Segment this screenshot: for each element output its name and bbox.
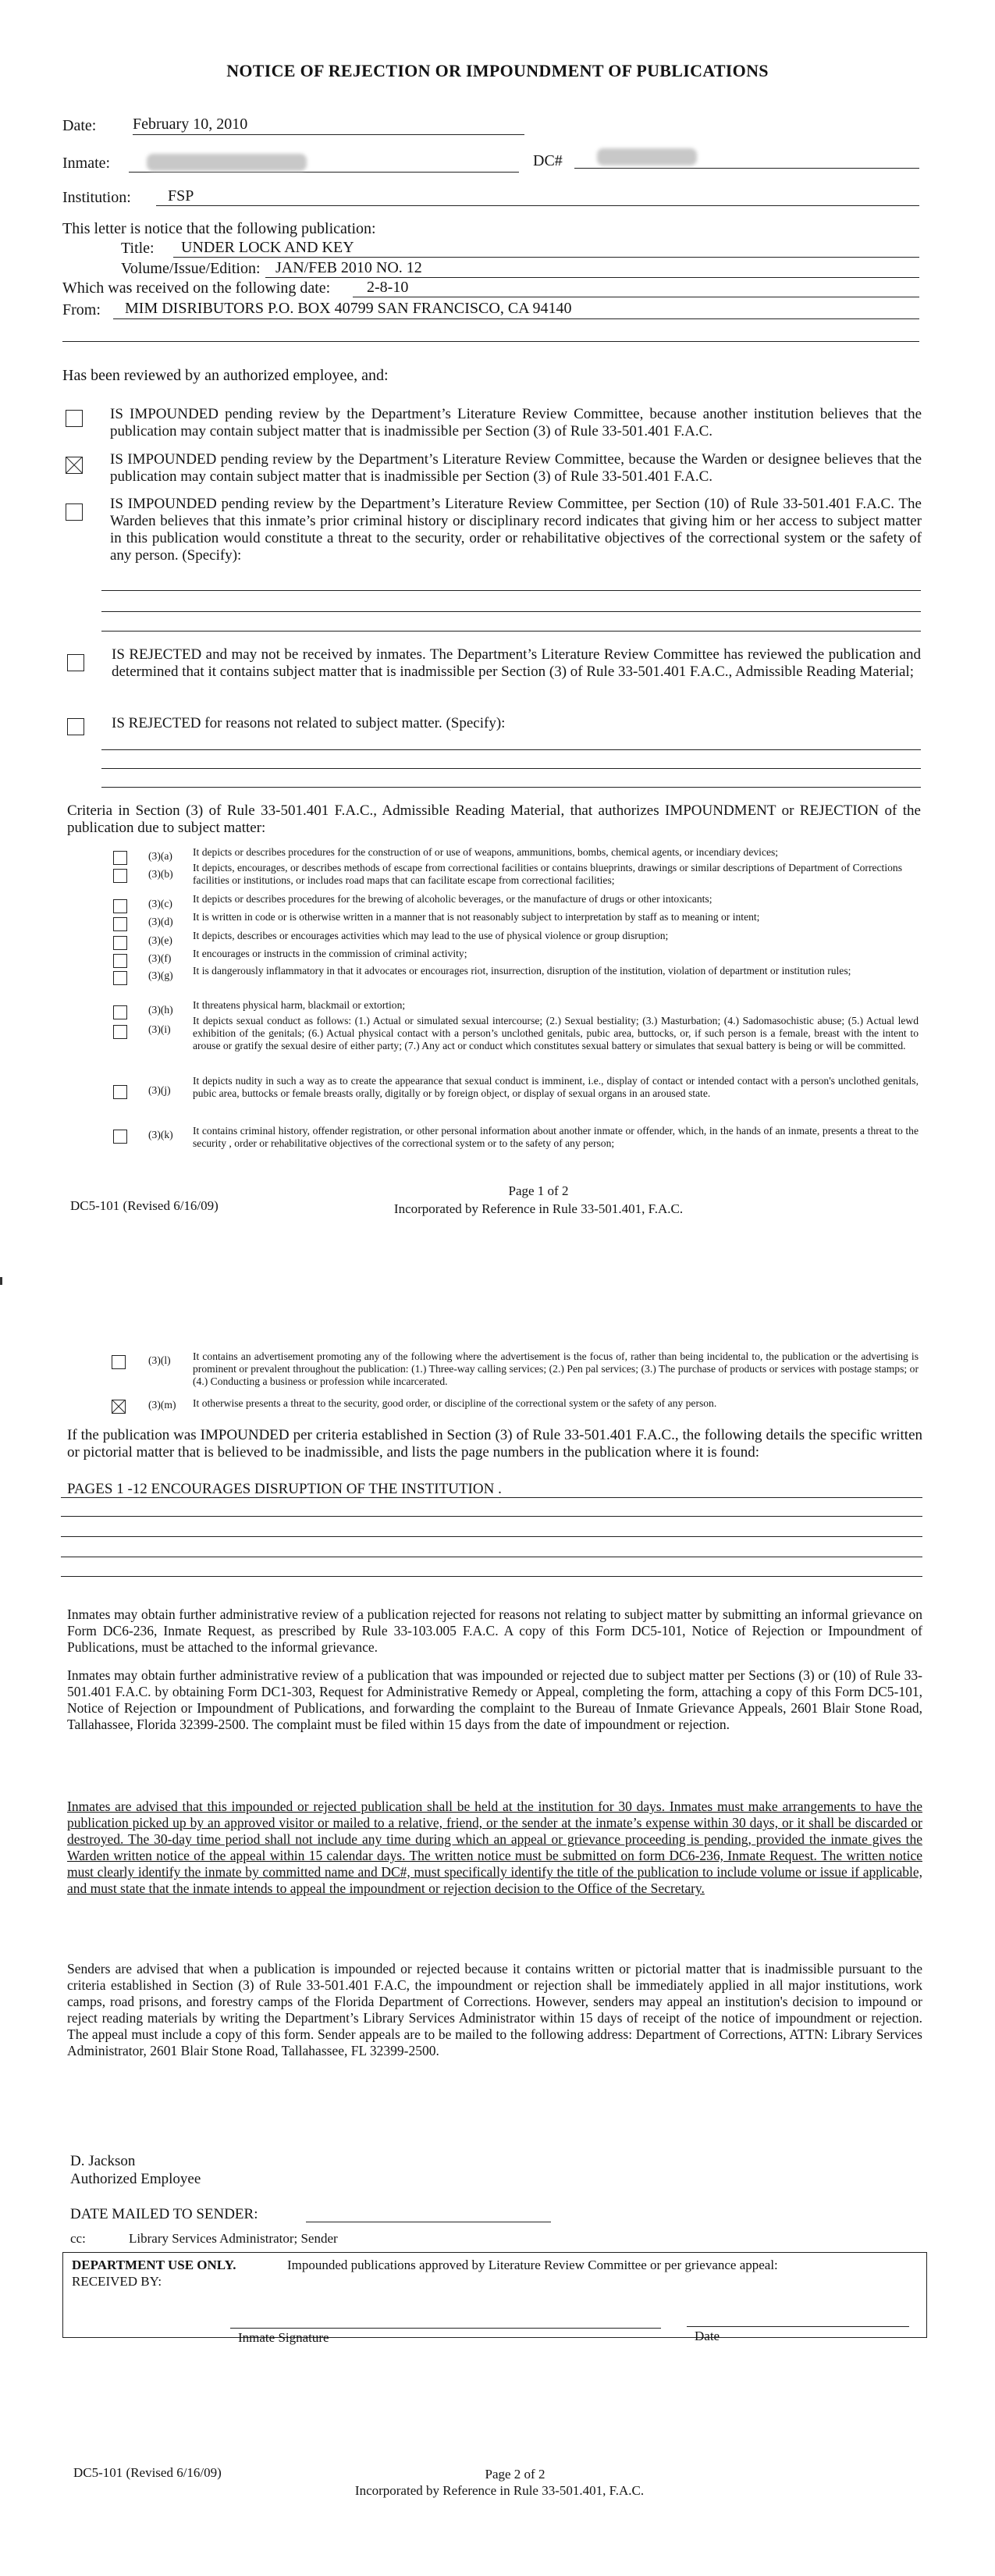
criterion-code-3b: (3)(b) — [148, 868, 173, 880]
option-checkbox-3[interactable] — [66, 503, 83, 521]
criterion-checkbox-3l[interactable] — [112, 1355, 126, 1369]
criterion-checkbox-3b[interactable] — [113, 869, 127, 883]
criterion-checkbox-3e[interactable] — [113, 936, 127, 950]
criterion-checkbox-3i[interactable] — [113, 1025, 127, 1039]
volume-value: JAN/FEB 2010 NO. 12 — [275, 259, 422, 276]
criterion-text-3i: It depicts sexual conduct as follows: (1.) Actual or simulated sexual intercourse; (2.) Sexual bestiality; (3.) Masturbation; (4.) Sadomasochistic abuse; (5.) Actual lewd exhibition of the genitals; (6.) Actual physical contact with a person’s unclothed genitals, pubic area, buttocks, or, if such person is a female, breast with the intent to arouse or gratify the sexual desire of either party; (7.) Any act or conduct which constitutes sexual battery or simulates that sexual battery is being or will be committed. — [193, 1015, 919, 1051]
option-checkbox-1[interactable] — [66, 410, 83, 427]
criterion-code-3c: (3)(c) — [148, 898, 172, 909]
criterion-checkbox-3g[interactable] — [113, 971, 127, 985]
institution-value: FSP — [168, 187, 194, 205]
option-checkbox-5[interactable] — [67, 718, 84, 735]
criterion-checkbox-3j[interactable] — [113, 1085, 127, 1099]
criterion-checkbox-3d[interactable] — [113, 917, 127, 931]
impounded-details-value: PAGES 1 -12 ENCOURAGES DISRUPTION OF THE INSTITUTION . — [67, 1481, 502, 1497]
date-signature-label: Date — [695, 2329, 720, 2343]
footer2-page: Page 2 of 2 — [485, 2467, 545, 2482]
criterion-checkbox-3f[interactable] — [113, 954, 127, 968]
criterion-checkbox-3c[interactable] — [113, 899, 127, 913]
criterion-text-3l: It contains an advertisement promoting any of the following where the advertisement is the focus of, rather than being incidental to, the publication or the advertising is prominent or prevalent throughout the publication: (1.) Three-way calling services; (2.) Pen pal services; (3.) The purchase of products or services with postage stamps; or (4.) Conducting a business or profession while incarcerated. — [193, 1350, 919, 1387]
received-label: Which was received on the following date: — [62, 279, 331, 297]
page-break-mark — [0, 1277, 2, 1285]
criterion-code-3h: (3)(h) — [148, 1004, 173, 1016]
criterion-text-3h: It threatens physical harm, blackmail or extortion; — [193, 999, 406, 1011]
footer2-rule: Incorporated by Reference in Rule 33-501.401, F.A.C. — [354, 2483, 645, 2498]
received-value: 2-8-10 — [367, 279, 409, 296]
para-senders: Senders are advised that when a publication is impounded or rejected because it contains written or pictorial matter that is inadmissible pursuant to the criteria established in Section (3) of Rule 33-501.401 F.A.C, the impoundment or rejection shall be immediately applied in all major institutions, work camps, road prisons, and forestry camps of the Florida Department of Corrections. However, senders may appeal an institution's decision to impound or reject reading materials by writing the Department’s Library Services Administrator within 15 days of receipt of the notice of impoundment or rejection. The appeal must include a copy of this form. Sender appeals are to be mailed to the following address: Department of Corrections, ATTN: Library Services Administrator, 2601 Blair Stone Road, Tallahassee, FL 32399-2500. — [67, 1961, 922, 2058]
criterion-code-3e: (3)(e) — [148, 934, 172, 946]
notice-intro: This letter is notice that the following publication: — [62, 220, 376, 237]
para-formal-grievance: Inmates may obtain further administrative review of a publication that was impounded or rejected due to subject matter per Sections (3) or (10) of Rule 33-501.401 F.A.C. by obtaining Form DC1-303, Request for Administrative Remedy or Appeal, completing the form, attaching a copy of this Form DC5-101, Notice of Rejection or Impoundment of Publications, and forwarding the complaint to the Bureau of Inmate Grievance Appeals, 2601 Blair Stone Road, Tallahassee, Florida 32399-2500. The complaint must be filed within 15 days from the date of impoundment or rejection. — [67, 1667, 922, 1732]
criterion-checkbox-3m[interactable] — [112, 1400, 126, 1414]
pub-title-label: Title: — [121, 240, 155, 257]
dc-label: DC# — [533, 152, 563, 169]
criterion-text-3b: It depicts, encourages, or describes methods of escape from correctional facilities or contains blueprints, drawings or similar descriptions of Department of Corrections facilities or institutions, or includes road maps that can facilitate escape from correctional facilities; — [193, 862, 902, 886]
pub-title-line — [173, 257, 919, 258]
criterion-code-3g: (3)(g) — [148, 970, 173, 981]
criterion-code-3f: (3)(f) — [148, 952, 172, 964]
inmate-label: Inmate: — [62, 155, 111, 172]
criterion-code-3d: (3)(d) — [148, 916, 173, 927]
specify-line-2 — [101, 611, 921, 612]
reject-specify-line-1 — [101, 749, 921, 750]
page-title: NOTICE OF REJECTION OR IMPOUNDMENT OF PUBLICATIONS — [226, 61, 769, 80]
volume-label: Volume/Issue/Edition: — [121, 260, 261, 277]
dc-line — [574, 168, 919, 169]
signer-title: Authorized Employee — [70, 2171, 201, 2187]
criterion-text-3g: It is dangerously inflammatory in that it advocates or encourages riot, insurrection, disruption of the institution, violation of department or institution rules; — [193, 965, 851, 977]
reject-specify-line-3 — [101, 787, 921, 788]
criterion-text-3f: It encourages or instructs in the commission of criminal activity; — [193, 948, 467, 959]
criterion-text-3m: It otherwise presents a threat to the security, good order, or discipline of the correctional system or the safety of any person. — [193, 1397, 717, 1409]
criterion-checkbox-3h[interactable] — [113, 1005, 127, 1019]
criterion-code-3a: (3)(a) — [148, 850, 172, 862]
signer-name: D. Jackson — [70, 2153, 136, 2169]
criterion-checkbox-3k[interactable] — [113, 1130, 127, 1144]
criterion-code-3m: (3)(m) — [148, 1399, 176, 1411]
footer1-rule: Incorporated by Reference in Rule 33-501.401, F.A.C. — [393, 1201, 684, 1216]
criterion-code-3k: (3)(k) — [148, 1129, 173, 1140]
details-line-5 — [61, 1576, 922, 1577]
from-label: From: — [62, 301, 101, 318]
option-checkbox-2[interactable] — [66, 457, 83, 474]
details-line-2 — [61, 1516, 922, 1517]
specify-line-3 — [101, 631, 921, 632]
reject-specify-line-2 — [101, 768, 921, 769]
redacted-inmate-name — [147, 154, 307, 171]
from-line-2 — [62, 341, 919, 342]
date-signature-line — [687, 2326, 909, 2327]
criterion-text-3d: It is written in code or is otherwise written in a manner that is not reasonably subject to interpretation by staff as to meaning or intent; — [193, 911, 760, 923]
institution-label: Institution: — [62, 189, 131, 206]
cc-label: cc: — [70, 2231, 86, 2246]
option-text-2: IS IMPOUNDED pending review by the Department’s Literature Review Committee, because the Warden or designee believes that the publication may contain subject matter that is inadmissible per Section (3) of Rule 33-501.401 F.A.C. — [110, 451, 922, 485]
criterion-text-3e: It depicts, describes or encourages activities which may lead to the use of physical violence or group disruption; — [193, 930, 669, 941]
criterion-text-3a: It depicts or describes procedures for the construction of or use of weapons, ammunitions, bombs, chemical agents, or incendiary devices; — [193, 846, 779, 858]
impounded-details-intro: If the publication was IMPOUNDED per criteria established in Section (3) of Rule 33-501.401 F.A.C., the following details the specific written or pictorial matter that is believed to be inadmissible, and lists the page numbers in the publication where it is found: — [67, 1427, 922, 1461]
criterion-text-3k: It contains criminal history, offender registration, or other personal information about another inmate or offender, which, in the hands of an inmate, presents a threat to the security , order or rehabilitative objectives of the correctional system or to the safety of any person; — [193, 1125, 919, 1149]
option-text-1: IS IMPOUNDED pending review by the Department’s Literature Review Committee, because another institution believes that the publication may contain subject matter that is inadmissible per Section (3) of Rule 33-501.401 F.A.C. — [110, 406, 922, 439]
date-mailed-label: DATE MAILED TO SENDER: — [70, 2206, 258, 2222]
date-line — [133, 134, 524, 135]
received-by-label: RECEIVED BY: — [72, 2274, 162, 2289]
details-line-3 — [61, 1536, 922, 1537]
reviewed-intro: Has been reviewed by an authorized employee, and: — [62, 367, 389, 384]
date-label: Date: — [62, 117, 97, 134]
from-value: MIM DISRIBUTORS P.O. BOX 40799 SAN FRANCISCO, CA 94140 — [125, 300, 572, 317]
pub-title-value: UNDER LOCK AND KEY — [181, 239, 354, 256]
institution-line — [156, 205, 919, 206]
para-informal-grievance: Inmates may obtain further administrative review of a publication rejected for reasons not relating to subject matter by submitting an informal grievance on Form DC6-236, Inmate Request, as prescribed by Rule 33-103.005 F.A.C. A copy of this Form DC5-101, Notice of Rejection or Impoundment of Publications, must be attached to the informal grievance. — [67, 1606, 922, 1655]
footer2-form: DC5-101 (Revised 6/16/09) — [73, 2465, 222, 2480]
criterion-checkbox-3a[interactable] — [113, 851, 127, 865]
cc-value: Library Services Administrator; Sender — [129, 2231, 338, 2246]
criterion-code-3j: (3)(j) — [148, 1084, 171, 1096]
option-text-4: IS REJECTED and may not be received by inmates. The Department’s Literature Review Committee has reviewed the publication and determined that it contains subject matter that is inadmissible per Section (3) of Rule 33-501.401 F.A.C., Admissible Reading Material; — [112, 646, 921, 680]
details-line-1 — [61, 1497, 922, 1498]
criterion-text-3j: It depicts nudity in such a way as to create the appearance that sexual conduct is imminent, i.e., display of contact or intended contact with a person's unclothed genitals, pubic area, buttocks or female breasts orally, digitally or by foreign object, or display of sexual organs in an aroused state. — [193, 1075, 919, 1099]
date-value: February 10, 2010 — [133, 116, 248, 133]
option-text-3: IS IMPOUNDED pending review by the Department’s Literature Review Committee, per Section (10) of Rule 33-501.401 F.A.C. The Warden believes that this inmate’s prior criminal history or disciplinary record indicates that giving him or her access to subject matter in this publication would constitute a threat to the security, order or rehabilitative objectives of the correctional system or the safety of any person. (Specify): — [110, 496, 922, 564]
inmate-line — [129, 172, 519, 173]
from-line — [113, 318, 919, 319]
para-held-30-days: Inmates are advised that this impounded or rejected publication shall be held at the institution for 30 days. Inmates must make arrangements to have the publication picked up by an approved visitor or mailed to a relative, friend, or the sender at the inmate’s expense within 30 days, or it shall be discarded or destroyed. The 30-day time period shall not include any time during which an appeal or grievance proceeding is pending, provided the inmate gives the Warden written notice of the appeal within 15 calendar days. The written notice must be submitted on form DC6-236, Inmate Request. The written notice must clearly identify the inmate by committed name and DC#, must specifically identify the title of the publication to include volume or issue if applicable, and must state that the inmate intends to appeal the impoundment or rejection decision to the Office of the Secretary. — [67, 1799, 922, 1896]
specify-line-1 — [101, 590, 921, 591]
volume-line — [265, 277, 919, 278]
inmate-signature-line — [230, 2328, 661, 2329]
criteria-intro: Criteria in Section (3) of Rule 33-501.401 F.A.C., Admissible Reading Material, that authorizes IMPOUNDMENT or REJECTION of the publication due to subject matter: — [67, 802, 921, 836]
inmate-signature-label: Inmate Signature — [238, 2330, 329, 2345]
footer1-form: DC5-101 (Revised 6/16/09) — [70, 1198, 219, 1213]
option-checkbox-4[interactable] — [67, 654, 84, 671]
criterion-text-3c: It depicts or describes procedures for the brewing of alcoholic beverages, or the manufacture of drugs or other intoxicants; — [193, 893, 712, 905]
dept-use-text: Impounded publications approved by Literature Review Committee or per grievance appeal: — [287, 2258, 778, 2272]
criterion-code-3l: (3)(l) — [148, 1354, 171, 1366]
dept-use-label: DEPARTMENT USE ONLY. — [72, 2258, 236, 2272]
option-text-5: IS REJECTED for reasons not related to subject matter. (Specify): — [112, 715, 506, 731]
footer1-page: Page 1 of 2 — [508, 1183, 569, 1198]
criterion-code-3i: (3)(i) — [148, 1023, 171, 1035]
redacted-dc-number — [597, 148, 697, 165]
